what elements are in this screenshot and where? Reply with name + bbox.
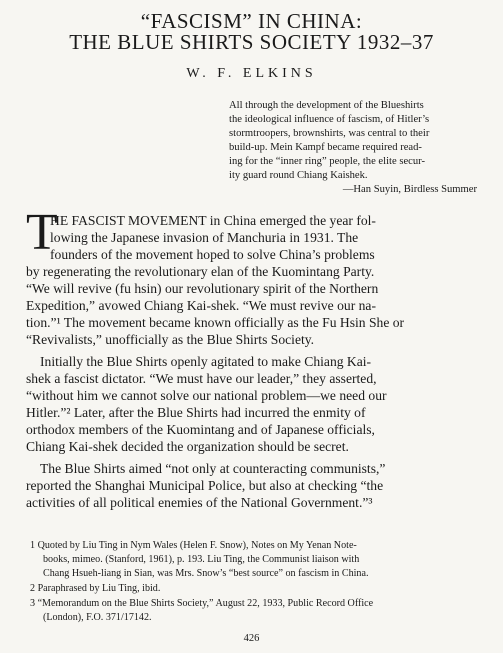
footnote-line: Chang Hsueh-liang in Sian, was Mrs. Snow’s “best source” on fascism in China. bbox=[43, 568, 369, 579]
body-line: by regenerating the revolutionary elan of the Kuomintang Party. bbox=[26, 264, 375, 279]
footnote-line: 1 Quoted by Liu Ting in Nym Wales (Helen F. Snow), Notes on My Yenan Note- bbox=[30, 540, 357, 551]
body-line: activities of all political enemies of the National Government.”³ bbox=[26, 495, 373, 510]
article-title-line1: “FASCISM” IN CHINA: bbox=[140, 9, 363, 33]
body-line: orthodox members of the Kuomintang and of Japanese officials, bbox=[26, 422, 375, 437]
body-line: The Blue Shirts aimed “not only at counteracting communists,” bbox=[40, 461, 386, 476]
body-line: lowing the Japanese invasion of Manchuria in 1931. The bbox=[50, 230, 359, 245]
epigraph-line: ing for the “inner ring” people, the elite secur- bbox=[229, 156, 425, 167]
body-line: “We will revive (fu hsin) our revolutionary spirit of the Northern bbox=[26, 281, 379, 296]
body-line: HE FASCIST MOVEMENT in China emerged the year fol- bbox=[50, 213, 376, 228]
body-line: Expedition,” avowed Chiang Kai-shek. “We must revive our na- bbox=[26, 298, 376, 313]
drop-cap: T bbox=[26, 204, 58, 261]
footnote-line: (London), F.O. 371/17142. bbox=[43, 612, 152, 623]
epigraph-line: build-up. Mein Kampf became required read- bbox=[229, 142, 422, 153]
epigraph-line: stormtroopers, brownshirts, was central to their bbox=[229, 128, 430, 139]
body-line: reported the Shanghai Municipal Police, but also at checking “the bbox=[26, 478, 384, 493]
footnote-line: books, mimeo. (Stanford, 1961), p. 193. Liu Ting, the Communist liaison with bbox=[43, 554, 360, 565]
body-line: tion.”¹ The movement became known officially as the Fu Hsin She or bbox=[26, 315, 405, 330]
article-title-line2: THE BLUE SHIRTS SOCIETY 1932–37 bbox=[69, 30, 434, 54]
body-line: founders of the movement hoped to solve China’s problems bbox=[50, 247, 375, 262]
epigraph-line: ity guard round Chiang Kaishek. bbox=[229, 170, 368, 181]
author-name: W. F. ELKINS bbox=[186, 66, 317, 81]
epigraph-line: the ideological influence of fascism, of Hitler’s bbox=[229, 114, 430, 125]
body-line: Initially the Blue Shirts openly agitated to make Chiang Kai- bbox=[40, 354, 372, 369]
body-line: “without him we cannot solve our national problem—we need our bbox=[26, 388, 387, 403]
body-line: Hitler.”² Later, after the Blue Shirts had incurred the enmity of bbox=[26, 405, 366, 420]
epigraph-line: All through the development of the Blueshirts bbox=[229, 100, 424, 111]
body-line: shek a fascist dictator. “We must have our leader,” they asserted, bbox=[26, 371, 377, 386]
page-number: 426 bbox=[243, 633, 260, 644]
footnote-line: 2 Paraphrased by Liu Ting, ibid. bbox=[30, 583, 161, 594]
epigraph-attribution: —Han Suyin, Birdless Summer bbox=[342, 184, 477, 195]
body-line: Chiang Kai-shek decided the organization should be secret. bbox=[26, 439, 349, 454]
epigraph bbox=[229, 99, 485, 197]
body-line: “Revivalists,” unofficially as the Blue Shirts Society. bbox=[26, 332, 315, 347]
footnote-line: 3 “Memorandum on the Blue Shirts Society,” August 22, 1933, Public Record Office bbox=[30, 598, 374, 609]
